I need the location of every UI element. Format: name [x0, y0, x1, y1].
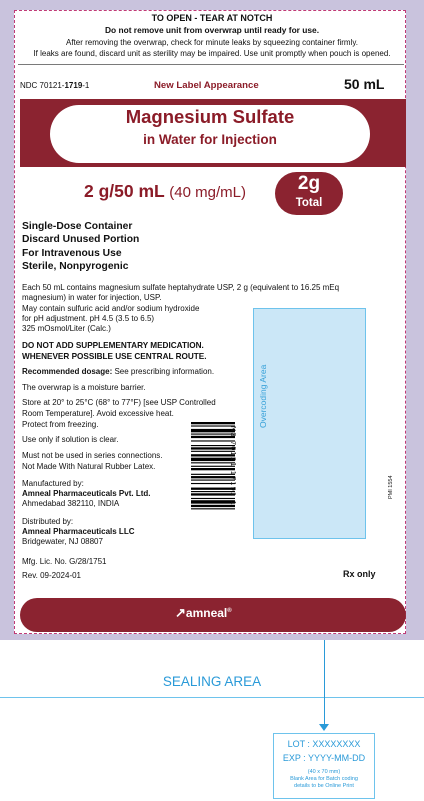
distributor-label: Distributed by:: [22, 517, 74, 526]
expiry-date: EXP : YYYY-MM-DD: [282, 753, 366, 763]
barcode-number: N3 70121 17191 1: [229, 426, 236, 507]
volume: 50 mL: [344, 76, 385, 92]
pointer-line: [324, 640, 325, 726]
drug-name: Magnesium Sulfate: [125, 106, 295, 127]
latex-note: Not Made With Natural Rubber Latex.: [22, 462, 156, 471]
manufacturer-address: Ahmedabad 382110, INDIA: [22, 499, 120, 508]
sealing-line: [0, 697, 424, 698]
brand-logo: ↗amneal®: [175, 605, 232, 620]
barcode-bar: [191, 422, 235, 424]
warning-line: WHENEVER POSSIBLE USE CENTRAL ROUTE.: [22, 352, 207, 361]
box-size: (40 x 70 mm): [307, 769, 341, 775]
series-note: Must not be used in series connections.: [22, 451, 163, 460]
sealing-area-label: SEALING AREA: [162, 674, 262, 689]
total-badge: [275, 172, 343, 215]
mfg-license: Mfg. Lic. No. G/28/1751: [22, 557, 107, 566]
manufacturer-name: Amneal Pharmaceuticals Pvt. Ltd.: [22, 489, 151, 498]
arrow-down-icon: [319, 724, 329, 731]
feature-line: Discard Unused Portion: [22, 234, 140, 246]
open-instruction-title: TO OPEN - TEAR AT NOTCH: [151, 13, 273, 23]
storage-line: Store at 20° to 25°C (68° to 77°F) [see USP Controlled: [22, 398, 216, 407]
composition-line: 325 mOsmol/Liter (Calc.): [22, 324, 111, 334]
rx-only: Rx only: [343, 569, 376, 579]
pmi-code: PMI 1554: [388, 475, 394, 499]
composition-line: May contain sulfuric acid and/or sodium hydroxide: [22, 303, 200, 313]
features: [22, 220, 139, 274]
feature-line: Sterile, Nonpyrogenic: [22, 261, 129, 273]
manufacturer: [22, 479, 151, 509]
total-amount: 2g: [297, 173, 321, 194]
storage-line: Room Temperature]. Avoid excessive heat.: [22, 409, 174, 418]
barcode-bar: [191, 508, 235, 509]
total-word: Total: [295, 197, 323, 209]
distributor: [22, 517, 134, 547]
drug-subtitle: in Water for Injection: [143, 132, 277, 147]
dosage: Recommended dosage: See prescribing information.: [22, 367, 215, 376]
feature-line: Single-Dose Container: [22, 221, 133, 232]
batch-note: Blank Area for Batch coding: [290, 776, 358, 782]
clear-solution-note: Use only if solution is clear.: [22, 435, 119, 444]
distributor-name: Amneal Pharmaceuticals LLC: [22, 527, 135, 536]
storage-line: Protect from freezing.: [22, 420, 99, 429]
new-label-notice: New Label Appearance: [154, 80, 259, 91]
strength: 2 g/50 mL (40 mg/mL): [84, 181, 246, 201]
lot-number: LOT : XXXXXXXX: [287, 739, 361, 749]
warning-line: DO NOT ADD SUPPLEMENTARY MEDICATION.: [22, 341, 204, 350]
feature-line: For Intravenous Use: [22, 247, 122, 259]
distributor-address: Bridgewater, NJ 08807: [22, 537, 103, 546]
revision: Rev. 09-2024-01: [22, 571, 81, 580]
batch-note: details to be Online Print: [294, 783, 354, 789]
divider: [18, 64, 404, 65]
manufacturer-label: Manufactured by:: [22, 479, 84, 488]
composition-line: Each 50 mL contains magnesium sulfate heptahydrate USP, 2 g (equivalent to 16.25 mEq: [22, 283, 340, 292]
logo-mark-icon: ↗: [175, 605, 186, 620]
leak-check-instruction: After removing the overwrap, check for minute leaks by squeezing container firmly.: [66, 38, 358, 47]
overwrap-note: The overwrap is a moisture barrier.: [22, 383, 146, 392]
overcoding-area: [253, 308, 366, 539]
composition-line: magnesium) in water for injection, USP.: [22, 293, 162, 303]
sterility-instruction: If leaks are found, discard unit as sterility may be impaired. Use unit promptly when pouch is opened.: [33, 49, 391, 58]
composition-line: for pH adjustment. pH 4.5 (3.5 to 6.5): [22, 313, 155, 323]
ndc-number: NDC 70121-1719-1: [20, 81, 90, 90]
overcoding-area-label: Overcoding Area: [258, 364, 268, 428]
overwrap-instruction: Do not remove unit from overwrap until ready for use.: [104, 25, 320, 35]
